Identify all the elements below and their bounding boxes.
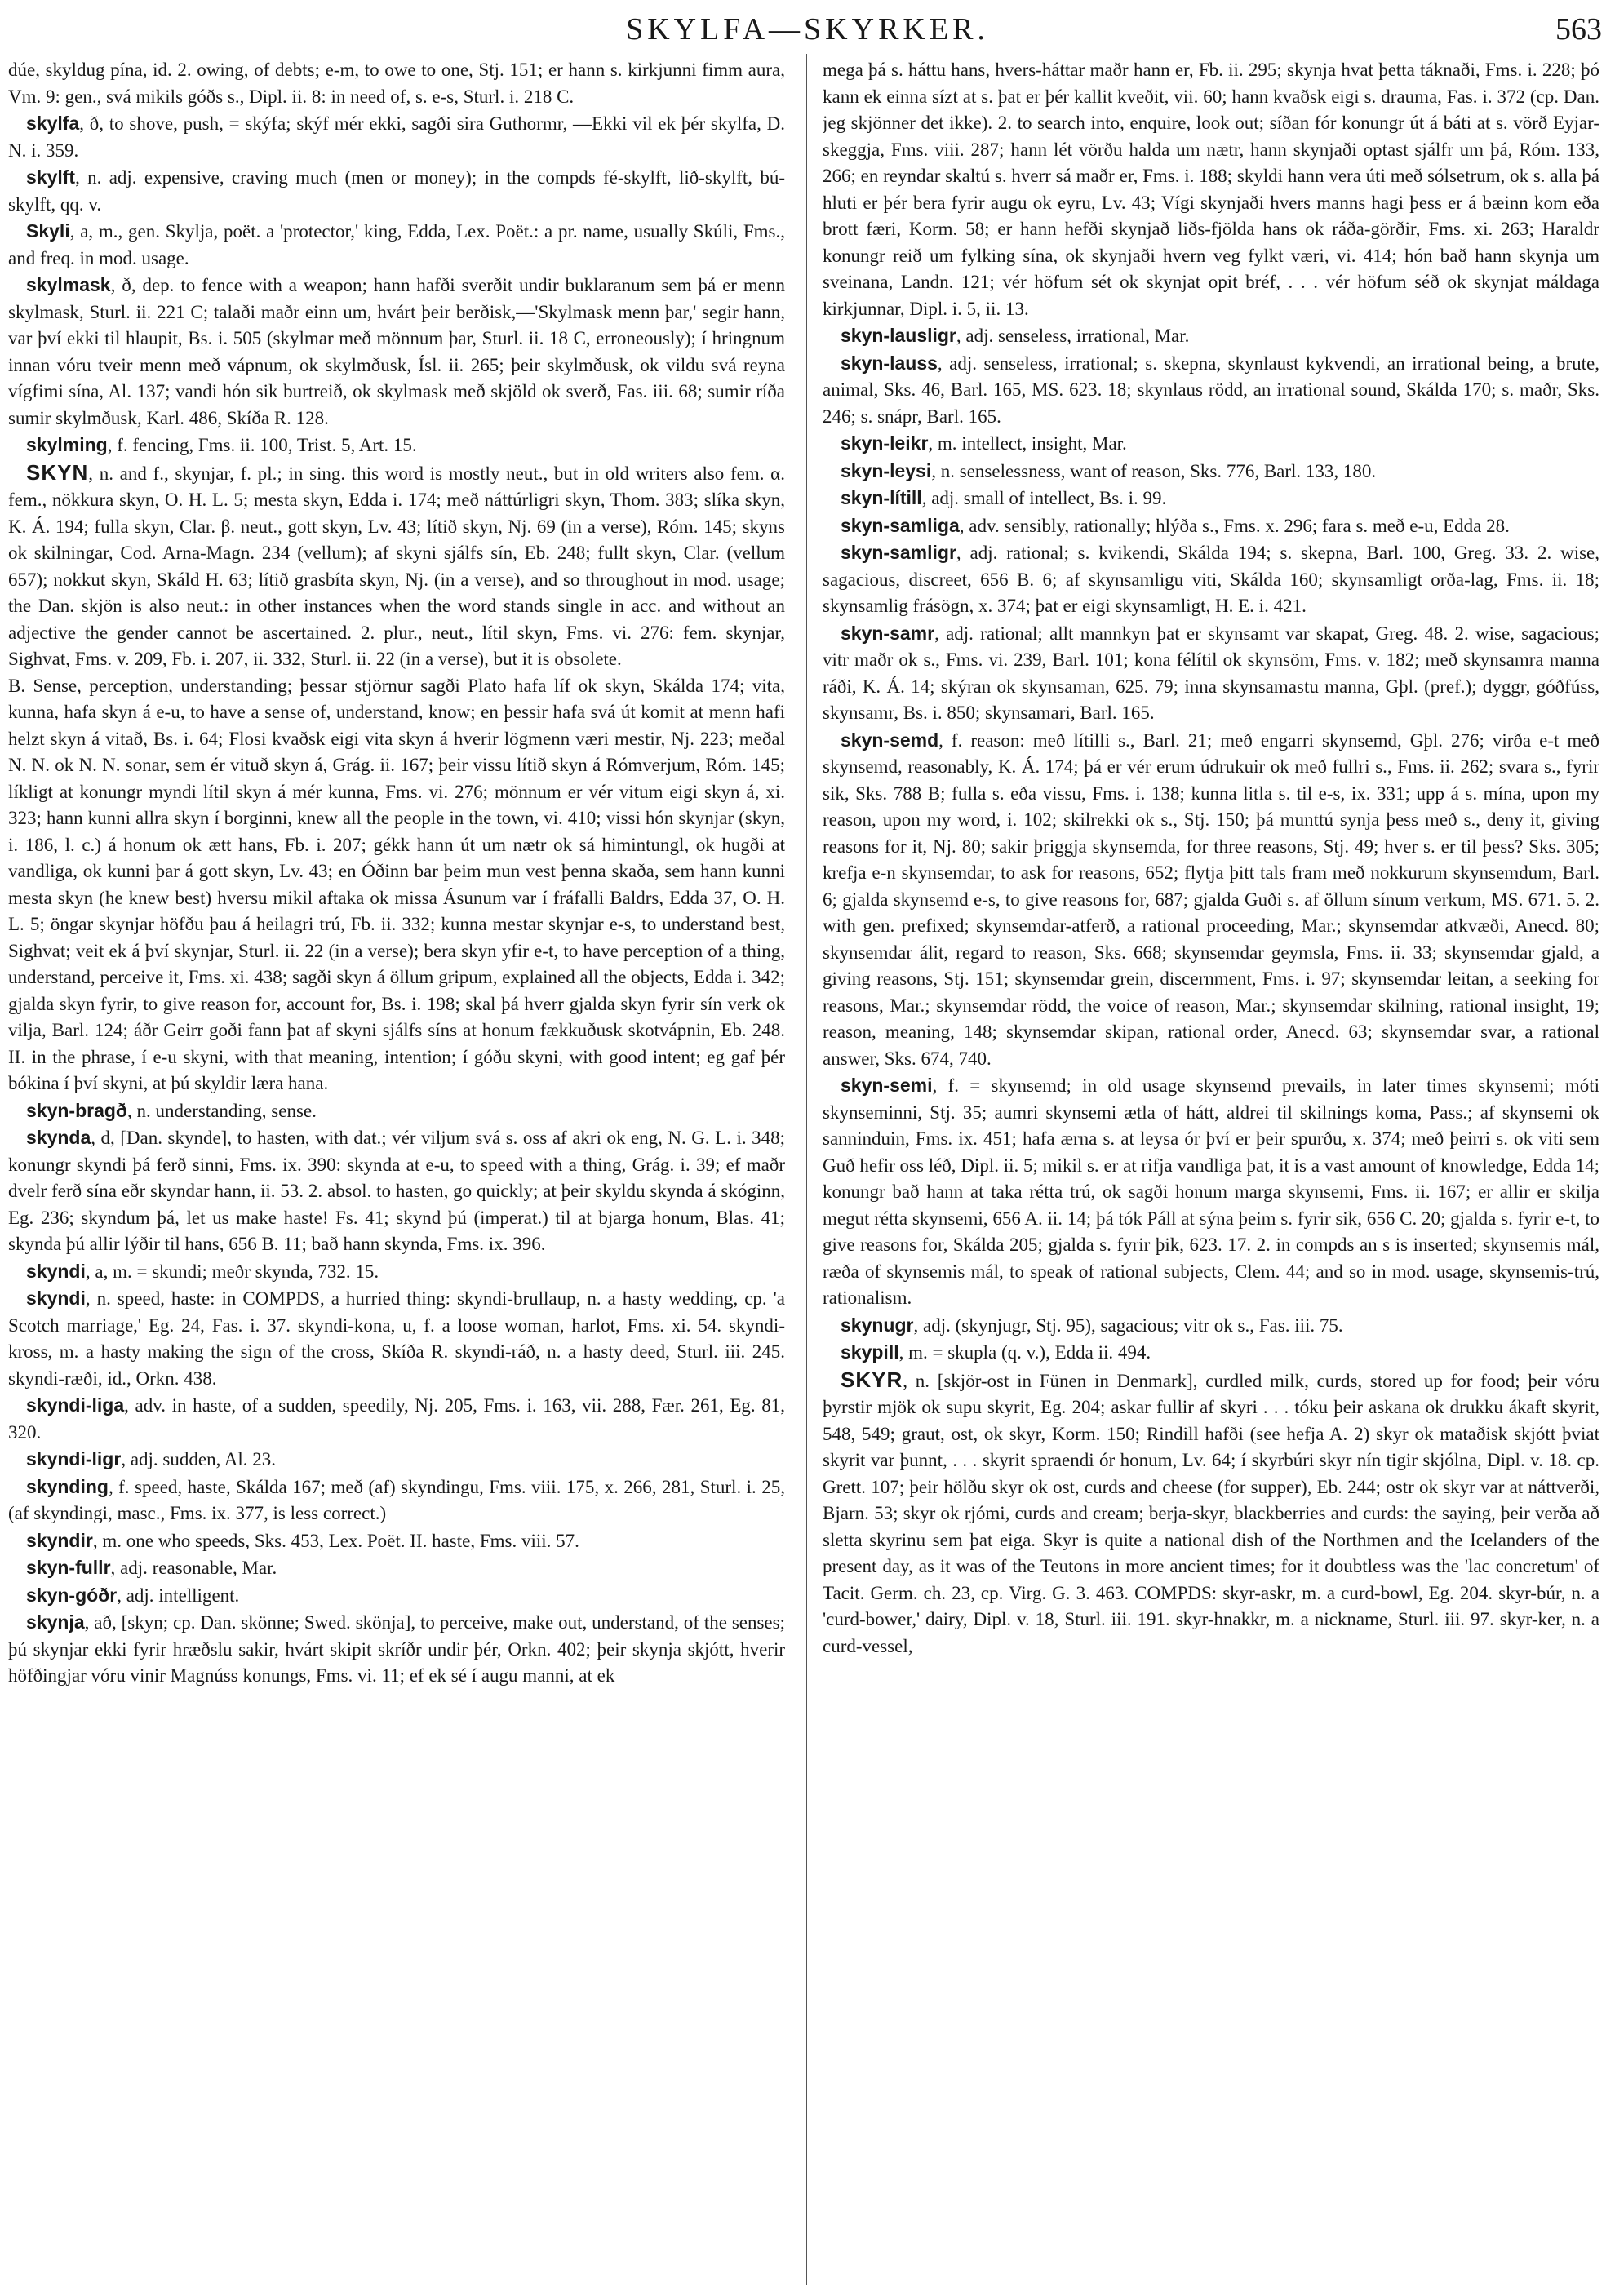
entry-body: dúe, skyldug pína, id. 2. owing, of debts; e-m, to owe to one, Stj. 151; er hann s. kirkjunni fimm aura, Vm. 9: gen., svá mikils góðs s., Dipl. ii. 8: in need of, s. e-s, Sturl. i. 218 C. <box>8 60 785 107</box>
entry-headword: skynding <box>26 1475 109 1497</box>
dictionary-entry <box>823 57 1599 322</box>
dictionary-entry <box>823 322 1599 350</box>
entry-body: , adj. reasonable, Mar. <box>110 1558 277 1578</box>
dictionary-entry <box>823 458 1599 485</box>
dictionary-entry <box>8 459 785 673</box>
entry-body: , m. intellect, insight, Mar. <box>928 433 1127 454</box>
entry-body: , adj. small of intellect, Bs. i. 99. <box>921 488 1167 508</box>
entry-body: , f. speed, haste, Skálda 167; með (af) skyndingu, Fms. viii. 175, x. 266, 281, Sturl. i. 25, (af skyndingi, masc., Fms. ix. 377, is less correct.) <box>8 1476 785 1523</box>
entry-body: , n. adj. expensive, craving much (men or money); in the compds fé-skylft, lið-skylft, bú-skylft, qq. v. <box>8 167 785 215</box>
dictionary-entry <box>8 1582 785 1610</box>
entry-headword: skynja <box>26 1611 85 1633</box>
dictionary-entry <box>8 110 785 164</box>
entry-headword: skynda <box>26 1127 91 1148</box>
dictionary-entry <box>823 539 1599 620</box>
entry-body: , m. = skupla (q. v.), Edda ii. 494. <box>898 1342 1151 1363</box>
entry-body: , n. speed, haste: in COMPDS, a hurried thing: skyndi-brullaup, n. a hasty wedding, cp. 'a Scotch marriage,' Eg. 24, Fas. i. 37. skyndi-kona, u, f. a loose woman, harlot, Fms. xi. 54. skyndi-kross, m. a hasty making the sign of the cross, Skíða R. skyndi-ráð, n. a hasty deed, Sturl. iii. 245. skyndi-ræði, id., Orkn. 438. <box>8 1288 785 1389</box>
entry-body: mega þá s. háttu hans, hvers-háttar maðr hann er, Fb. ii. 295; skynja hvat þetta táknaði, Fms. i. 228; þó kann ek einna sízt at s. þat er þér kallit kveðit, vii. 60; hann kvaðsk eigi s. drauma, Fas. i. 372 (cp. Dan. jeg skjönner det ikke). 2. to search into, enquire, look out; síðan fór konungr út á báti at s. vörð Eyjar-skeggja, Fms. viii. 287; hann lét vörðu halda um nætr, hann skynjaði optast sjálfr um þá, Róm. 133, 266; en reyndar skaltú s. hverr sá maðr er, Fms. i. 188; skyldi hann vera úti með sólsetrum, ok s. alla þá hluti er þér bera fyrir augu ok eyru, Lv. 43; Vígi skynjaði hvers manns hagi þess er á bæinn kom eða brott færi, Korm. 58; er hann hefði skynjað liðs-fjölda hans ok ráða-görðir, Fms. xi. 263; Haraldr konungr reið um fylking sína, ok skynjaði hvern veg fylkt væri, vi. 414; hón bað hann skynja um sveinana, Landn. 121; vér höfum sét ok skynjat opit bréf, . . . vér höfum séð ok skynjat máldaga kirkjunnar, Dipl. i. 5, ii. 13. <box>823 60 1599 319</box>
entry-headword: skyn-lítill <box>841 487 922 508</box>
entry-body: , ð, dep. to fence with a weapon; hann hafði sverðit undir buklaranum sem þá er menn skylmask, Sturl. ii. 221 C; talaði maðr einn um, hvárt þeir berðisk,—'Skylmask menn þar,' segir hann, var því ekki til hlaupit, Bs. i. 505 (skylmar með mönnum þar, Sturl. ii. 18 C, erroneously); í hringnum innan vóru tveir menn með vápnum, ok skylmðusk, Ísl. ii. 265; þeir skylmðusk, ok vildu svá reyna vígfimi sína, Al. 137; vandi hón sik burtreið, ok skylmask með skjöld ok sverð, Fas. iii. 68; sumir ríða sumir skylmðusk, Karl. 486, Skíða R. 128. <box>8 275 785 428</box>
entry-body: , adj. senseless, irrational, Mar. <box>956 326 1190 346</box>
entry-headword: skyn-lausligr <box>841 325 956 346</box>
entry-body: , adj. senseless, irrational; s. skepna, skynlaust kykvendi, an irrational being, a brute, animal, Sks. 46, Barl. 165, MS. 623. 18; skynlaus rödd, an irrational sound, Skálda 170; s. maðr, Sks. 246; s. snápr, Barl. 165. <box>823 352 1599 427</box>
entry-headword: SKYR <box>841 1367 903 1392</box>
entry-body: , adj. (skynjugr, Stj. 95), sagacious; vitr ok s., Fas. iii. 75. <box>913 1314 1343 1336</box>
entry-body: , n. and f., skynjar, f. pl.; in sing. this word is mostly neut., but in old writers also fem. α. fem., nökkura skyn, O. H. L. 5; mesta skyn, Edda i. 174; með náttúrligri skyn, Thom. 383; slíka skyn, K. Á. 194; fulla skyn, Clar. β. neut., gott skyn, Lv. 43; lítið skyn, Nj. 69 (in a verse), Róm. 145; skyns ok skilningar, Cod. Arna-Magn. 234 (vellum); af skyni sjálfs sín, Eb. 248; fullt skyn, Clar. (vellum 657); nokkut skyn, Skáld H. 63; lítið grasbíta skyn, Nj. (in a verse), and so throughout in mod. usage; the Dan. skjön is also neut.: in other instances when the word stands single in acc. and without an adjective the gender cannot be ascertained. 2. plur., neut., lítil skyn, Fms. vi. 276: fem. skynjar, Sighvat, Fms. v. 209, Fb. i. 207, ii. 332, Sturl. ii. 22 (in a verse), but it is obsolete. <box>8 463 785 669</box>
dictionary-entry <box>8 1527 785 1555</box>
entry-headword: skylfa <box>26 113 80 134</box>
entry-body: , a, m. = skundi; meðr skynda, 732. 15. <box>85 1261 379 1282</box>
dictionary-entry <box>823 512 1599 540</box>
entry-body: , a, m., gen. Skylja, poët. a 'protector,' king, Edda, Lex. Poët.: a pr. name, usually Skúli, Fms., and freq. in mod. usage. <box>8 221 785 268</box>
right-column <box>823 57 1599 2289</box>
entry-headword: skyn-bragð <box>26 1099 127 1121</box>
dictionary-entry <box>8 1446 785 1474</box>
entry-body: , adj. rational; s. kvikendi, Skálda 194; s. skepna, Barl. 100, Greg. 33. 2. wise, sagacious, discreet, 656 B. 6; af skynsamligu viti, Skálda 160; skynsamligt orða-lag, Fms. ii. 18; skynsamlig frásögn, x. 374; þat er eigi skynsamligt, H. E. i. 421. <box>823 543 1599 616</box>
column-rule <box>806 54 807 2285</box>
entry-headword: skylming <box>26 434 108 455</box>
dictionary-entry <box>823 350 1599 431</box>
page-number: 563 <box>1555 12 1602 47</box>
entry-headword: skynugr <box>841 1314 914 1336</box>
entry-body: , adj. intelligent. <box>117 1585 240 1606</box>
dictionary-entry <box>8 673 785 1097</box>
entry-headword: skyn-samligr <box>841 542 956 563</box>
dictionary-entry <box>823 430 1599 458</box>
entry-headword: skyn-leysi <box>841 459 932 481</box>
dictionary-entry <box>823 727 1599 1073</box>
dictionary-entry <box>8 164 785 218</box>
entry-headword: skyn-lauss <box>841 352 938 374</box>
entry-headword: skyn-samliga <box>841 514 960 536</box>
entry-headword: skyn-semi <box>841 1075 933 1096</box>
entry-headword: skyn-leikr <box>841 432 929 454</box>
page-header <box>0 11 1615 47</box>
dictionary-entry <box>8 432 785 459</box>
entry-headword: skyndi-ligr <box>26 1448 122 1469</box>
dictionary-entry <box>8 272 785 432</box>
entry-headword: skyndir <box>26 1529 93 1551</box>
entry-body: , adv. sensibly, rationally; hlýða s., Fms. x. 296; fara s. með e-u, Edda 28. <box>959 515 1510 536</box>
entry-body: , d, [Dan. skynde], to hasten, with dat.; vér viljum svá s. oss af akri ok eng, N. G. L. i. 348; konungr skyndi þá ferð sinni, Fms. ix. 390: skynda at e-u, to speed with a thing, Grág. i. 39; ef maðr dvelr ferð sína eðr skyndar hann, ii. 53. 2. absol. to hasten, go quickly; at þeir skyldu skynda á skóginn, Eg. 236; skyndum þá, let us make haste! Fs. 41; skynd þú (imperat.) til at bjarga honum, Blas. 41; skynda þú allir lýðir til hans, 656 B. 11; bað hann skynda, Fms. ix. 396. <box>8 1128 785 1254</box>
dictionary-entry <box>8 1474 785 1527</box>
dictionary-entry <box>823 620 1599 727</box>
entry-headword: skypill <box>841 1341 899 1363</box>
entry-headword: skyndi <box>26 1288 86 1309</box>
entry-body: , ð, to shove, push, = skýfa; skýf mér ekki, sagði sira Guthormr, —Ekki vil ek þér skylfa, D. N. i. 359. <box>8 113 785 161</box>
entry-body: , adj. rational; allt mannkyn þat er skynsamt var skapat, Greg. 48. 2. wise, sagacious; vitr maðr ok s., Fms. vi. 239, Barl. 101; kona félítil ok skynsöm, Fms. v. 182; með skynsamra manna ráði, K. Á. 14; skýran ok skynsaman, 625. 79; inna skynsamastu manna, Gþl. (pref.); dyggr, góðfúss, skynsamr, Bs. i. 850; skynsamari, Barl. 165. <box>823 623 1599 723</box>
left-column <box>8 57 785 2289</box>
running-head: SKYLFA—SKYRKER. <box>626 12 989 47</box>
entry-headword: skyn-samr <box>841 622 935 644</box>
dictionary-entry <box>8 1258 785 1286</box>
entry-body: , f. = skynsemd; in old usage skynsemd prevails, in later times skynsemi; móti skynseminni, Stj. 35; aumri skynsemi ætla of hátt, aldrei til skilnings koma, Pass.; af skynsemi ok sanninduin, Fms. ix. 451; hafa ærna s. at leysa ór því er þeir spurðu, x. 374; með þeirri s. ok viti sem Guð hefir oss léð, Dipl. ii. 5; mikil s. er at rifja vandliga þat, it is a vast amount of knowledge, Edda 14; konungr bað hann at taka rétta trú, ok sagði honum marga skynsemi, Fms. ii. 167; er allir er skilja megut rétta skynsemi, 656 A. ii. 14; þá tók Páll at sýna þeim s. fyrir sik, 656 C. 20; gjalda s. fyrir e-t, to give reasons for, Skálda 205; gjalda s. fyrir þik, 623. 17. 2. in compds an s is inserted; skynsemis mál, ræða of skynsemis mál, to speak of rational subjects, Clem. 44; and so in mod. usage, skynsemis-trú, rationalism. <box>823 1075 1599 1308</box>
entry-headword: skyndi <box>26 1260 86 1282</box>
entry-body: B. Sense, perception, understanding; þessar stjörnur sagði Plato hafa líf ok skyn, Skálda 174; vita, kunna, hafa skyn á e-u, to have a sense of, understand, know; en þessir hafa svá út komit at menn hafi helzt skyn á vitað, Bs. i. 64; Flosi kvaðsk eigi vita skyn á hverir lögmenn væri mestir, Nj. 223; meðal N. N. ok N. N. sonar, sem ér vituð skyn á, Grág. ii. 167; þeir vissu lítið skyn á Rómverjum, Róm. 145; líkligt at konungr myndi lítil skyn á mér kunna, Fms. vi. 276; mönnum er vér vitum eigi skyn á, xi. 323; hann kunni allra skyn í borginni, knew all the people in the town, vi. 410; vissi hón skynjar (skyn, i. 186, l. c.) á honum ok ætt hans, Fb. i. 207; gékk hann út um nætr ok sá himintungl, ok hugði at vandliga, ok kunni þar á gott skyn, Lv. 43; en Óðinn bar þeim mun vest þenna skaða, sem hann kunni mesta skyn (he knew best) hversu mikil aftaka ok missa Ásunum var í fráfalli Baldrs, Edda 37, O. H. L. 5; öngar skynjar höfðu þau á heilagri trú, Fb. ii. 332; kunna mestar skynjar e-s, to understand best, Sighvat; veit ek á því skynjar, Sturl. ii. 22 (in a verse); bera skyn yfir e-t, to have perception of a thing, understand, perceive it, Fms. xi. 438; sagði skyn á öllum gripum, explained all the objects, Edda i. 342; gjalda skyn fyrir, to give reason for, account for, Bs. i. 198; skal þá hverr gjalda skyn fyrir sín verk ok vilja, Barl. 124; áðr Geirr goði fann þat af skyni sjálfs síns at honum fækkuðusk skotvápnin, Eb. 248. II. in the phrase, í e-u skyni, with that meaning, intention; í góðu skyni, with good intent; eg gaf þér bókina í því skyni, at þú skyldir læra hana. <box>8 675 785 1093</box>
entry-body: , m. one who speeds, Sks. 453, Lex. Poët. II. haste, Fms. viii. 57. <box>92 1530 579 1551</box>
entry-headword: skyn-fullr <box>26 1557 111 1578</box>
entry-headword: SKYN <box>26 459 89 485</box>
dictionary-entry <box>8 57 785 110</box>
dictionary-entry <box>823 1312 1599 1340</box>
dictionary-entry <box>8 1392 785 1446</box>
dictionary-entry <box>8 1285 785 1392</box>
entry-body: , n. senselessness, want of reason, Sks. 776, Barl. 133, 180. <box>931 460 1377 481</box>
dictionary-entry <box>823 1072 1599 1312</box>
entry-headword: Skyli <box>26 220 70 242</box>
dictionary-entry <box>8 1554 785 1582</box>
entry-body: , n. understanding, sense. <box>126 1100 317 1121</box>
dictionary-entry <box>8 1097 785 1125</box>
entry-body: , adv. in haste, of a sudden, speedily, Nj. 205, Fms. i. 163, vii. 288, Fær. 261, Eg. 81, 320. <box>8 1395 785 1443</box>
entry-headword: skyn-semd <box>841 729 939 751</box>
entry-body: , f. fencing, Fms. ii. 100, Trist. 5, Art. 15. <box>107 435 417 455</box>
entry-headword: skyndi-liga <box>26 1394 125 1416</box>
dictionary-entry <box>823 1367 1599 1660</box>
entry-body: , adj. sudden, Al. 23. <box>121 1449 277 1469</box>
dictionary-entry <box>823 485 1599 512</box>
dictionary-entry <box>823 1339 1599 1367</box>
dictionary-entry <box>8 1124 785 1258</box>
entry-headword: skylmask <box>26 274 111 295</box>
entry-body: , n. [skjör-ost in Fünen in Denmark], curdled milk, curds, stored up for food; þeir vóru þyrstir mjök ok supu skyrit, Eg. 204; askar fullir af skyri . . . tóku þeir askana ok drukku ákaft skyrit, 548, 549; graut, ost, ok skyr, Korm. 150; Rindill hafði (see hefja A. 2) skyr ok mataðisk skjótt þviat skyrit var þunnt, . . . skyrit spraendi ór honum, Lv. 64; í skyrbúri skyr nín tigir skjólna, Dipl. v. 18. cp. Grett. 107; þeir hölðu skyr ok ost, curds and cheese (for supper), Eb. 244; ostr ok skyr var at náttverði, Bjarn. 53; skyr ok rjómi, curds and cream; berja-skyr, blackberries and curds: the saying, þeir verða að sletta skyrinu sem þat eiga. Skyr is quite a national dish of the Northmen and the Icelanders of the present day, as it was of the Teutons in more ancient times; for it doubtless was the 'lac concretum' of Tacit. Germ. ch. 23, cp. Virg. G. 3. 463. COMPDS: skyr-askr, m. a curd-bowl, Eg. 204. skyr-búr, n. a 'curd-bower,' dairy, Dipl. v. 18, Sturl. iii. 191. skyr-hnakkr, m. a nickname, Sturl. iii. 97. skyr-ker, n. a curd-vessel, <box>823 1370 1599 1656</box>
dictionary-entry <box>8 218 785 272</box>
entry-headword: skyn-góðr <box>26 1584 118 1606</box>
entry-body: , f. reason: með lítilli s., Barl. 21; með engarri skynsemd, Gþl. 276; virða e-t með skynsemd, reasonably, K. Á. 174; þá er vér erum údrukuir ok með fullri s., Fms. ii. 262; svara s., fyrir sik, Sks. 788 B; fulla s. eða vissu, Fms. i. 138; kunna litla s. til e-s, ix. 331; upp á s. mína, upon my reason, upon my word, i. 102; skilrekki ok s., Stj. 150; þá munttú synja þess með s., deny it, giving reasons for it, Nj. 80; sakir þriggja skynsemda, for three reasons, Stj. 49; hver s. er til þess? Sks. 305; krefja e-n skynsemdar, to ask for reasons, 652; flytja þitt tals fram með nokkurum skynsemdum, Barl. 6; gjalda skynsemd e-s, to give reasons for, 687; gjalda Guði s. af öllum sínum verkum, MS. 671. 5. 2. with gen. prefixed; skynsemdar-atferð, a rational proceeding, Mar.; skynsemdar atkvæði, Anecd. 80; skynsemdar álit, regard to reason, Sks. 668; skynsemdar geymsla, Fms. ii. 33; skynsemdar gjald, a giving reasons, Stj. 151; skynsemdar grein, discernment, Fms. i. 97; skynsemdar leitan, a seeking for reasons, Mar.; skynsemdar rödd, the voice of reason, Mar.; skynsemdar skilning, rational insight, 19; reason, meaning, 148; skynsemdar skipan, rational order, Anecd. 63; skynsemdar svar, a rational answer, Sks. 674, 740. <box>823 729 1599 1069</box>
dictionary-entry <box>8 1609 785 1690</box>
entry-headword: skylft <box>26 166 76 188</box>
entry-body: , að, [skyn; cp. Dan. skönne; Swed. skönja], to perceive, make out, understand, of the senses; þú skynjar ekki fyrir hræðslu sakir, hvárt skipit skríðr undir þér, Orkn. 402; þeir skynja skjótt, hverir höfðingjar vóru vinir Magnúss konungs, Fms. vi. 11; ef ek sé í augu manni, at ek <box>8 1612 785 1686</box>
